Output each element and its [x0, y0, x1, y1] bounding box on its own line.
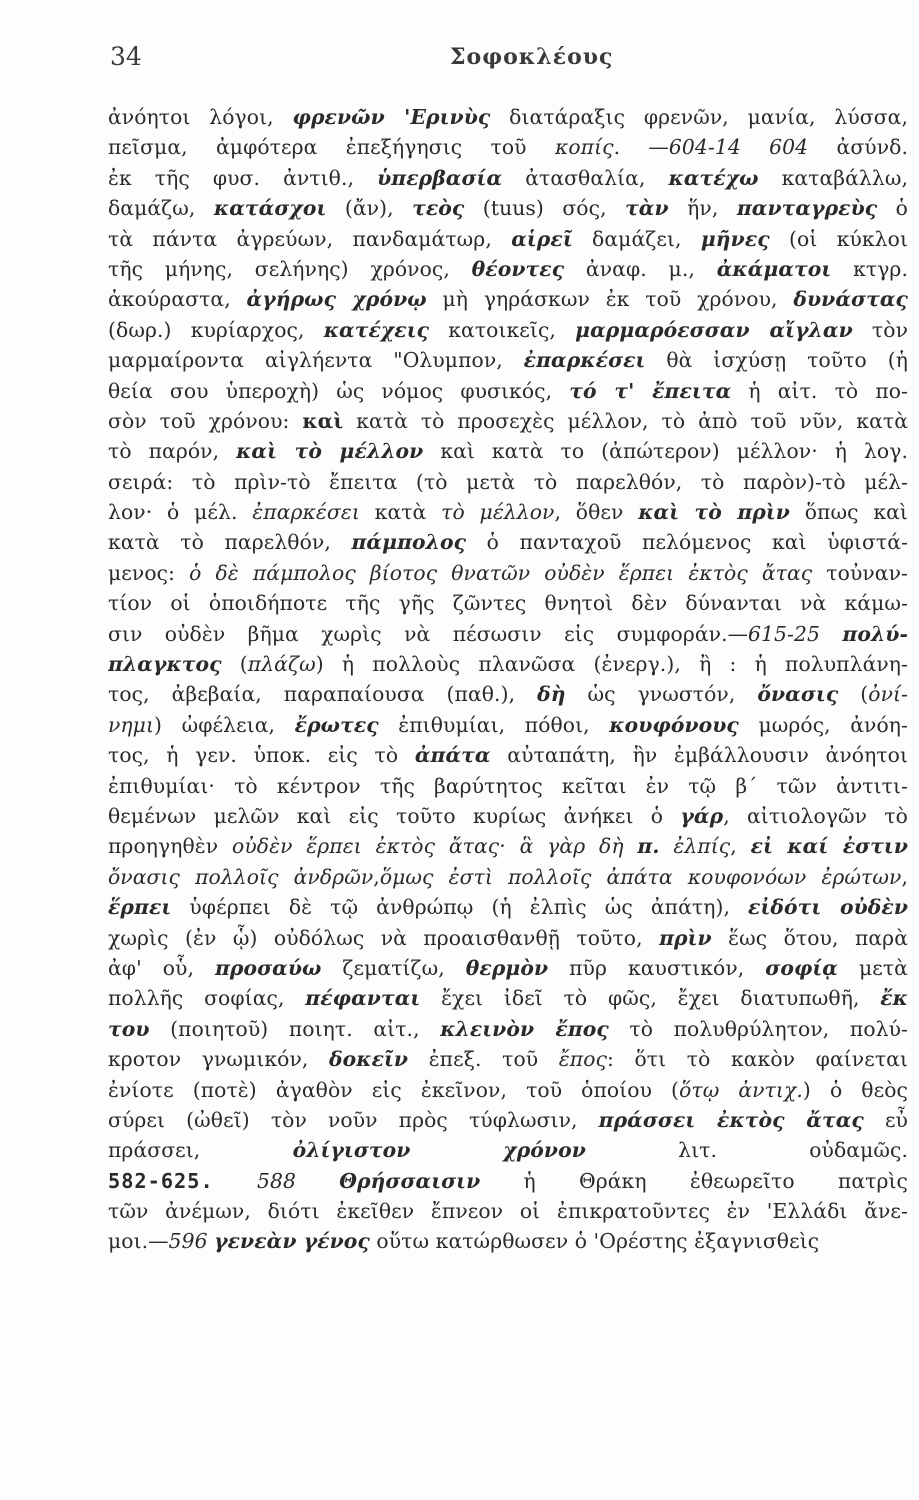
- text-run: κτγρ.: [831, 256, 908, 281]
- text-line: [108, 345, 908, 375]
- lemma: καὶ: [302, 408, 344, 433]
- lemma: ὑπερβασία: [377, 165, 503, 190]
- text-run: ὁ πανταχοῦ πελόμενος καὶ ὑφιστά-: [466, 530, 908, 555]
- text-run: ἐπιθυμίαι, πόθοι,: [378, 712, 610, 737]
- lemma: ἔκ: [880, 986, 908, 1011]
- lemma: ὄνασις πολλοῖς ἀνδρῶν: [108, 864, 374, 889]
- lemma: κατέχεις: [323, 317, 430, 342]
- lemma: μῆνες: [700, 226, 770, 251]
- text-run: κροτον γνωμικόν,: [108, 1047, 330, 1072]
- text-line: [108, 163, 908, 193]
- text-line: [108, 983, 908, 1013]
- text-run: ὑφέρπει δὲ τῷ ἀνθρώπῳ (ἡ ἐλπὶς ὡς ἀπάτη),: [171, 895, 749, 920]
- text-run: ) ὁ θεὸς: [802, 1077, 908, 1102]
- text-run: σύρει (ὠθεῖ) τὸν νοῦν πρὸς τύφλωσιν,: [108, 1107, 599, 1132]
- text-run: καταβάλλω,: [758, 165, 908, 190]
- text-line: [108, 436, 908, 466]
- lemma: ὀλίγιστον χρόνον: [292, 1138, 586, 1163]
- lemma: γενεὰν γένος: [214, 1229, 370, 1254]
- running-title: Σοφοκλέους: [450, 44, 614, 70]
- text-line: [108, 527, 908, 557]
- text-run: ,: [901, 864, 908, 889]
- lemma: 604-14 604: [668, 135, 809, 160]
- lemma: δυνάστας: [793, 287, 908, 312]
- lemma: ὅτῳ ἀντιχ.: [679, 1077, 803, 1102]
- text-run: ἀτασθαλία,: [502, 165, 669, 190]
- lemma: πράσσει ἐκτὸς ἄτας: [598, 1107, 864, 1132]
- lemma: καὶ τὸ μέλλον: [236, 439, 424, 464]
- text-run: ,: [730, 834, 751, 859]
- text-run: ἐπιθυμίαι· τὸ κέντρον τῆς βαρύτητος κεῖται ἐν τῷ β΄ τῶν ἀντιτι-: [108, 773, 908, 798]
- lemma: κοπίς: [554, 135, 614, 160]
- text-line: [108, 284, 908, 314]
- text-run: (ποιητοῦ) ποιητ. αἰτ.,: [149, 1016, 441, 1041]
- lemma: ἐπαρκέσει: [523, 348, 646, 373]
- text-run: (: [838, 682, 869, 707]
- lemma: ἀγήρως χρόνῳ: [246, 287, 427, 312]
- text-run: τος, ἡ γεν. ὑποκ. εἰς τὸ: [108, 743, 415, 768]
- text-run: σιν οὐδὲν βῆμα χωρὶς νὰ πέσωσιν εἰς συμφοράν.—: [108, 621, 749, 646]
- text-run: μοι.—: [108, 1229, 169, 1254]
- lemma: πανταγρεὺς: [736, 196, 878, 221]
- text-run: ἕως ὅτου, παρὰ: [711, 925, 908, 950]
- lemma: ἐλπίς: [673, 834, 731, 859]
- text-line: [108, 831, 908, 861]
- text-run: χωρὶς (ἐν ᾧ) οὐδόλως νὰ προαισθανθῇ τοῦτο,: [108, 925, 660, 950]
- text-run: προηγηθὲν: [108, 834, 233, 859]
- text-line: [108, 467, 908, 497]
- text-run: ἡ Θράκη ἐθεωρεῖτο πατρὶς: [480, 1168, 908, 1193]
- text-run: τίον οἱ ὁποιδήποτε τῆς γῆς ζῶντες θνητοὶ δὲν δύνανται νὰ κάμω-: [108, 591, 908, 616]
- lemma: ὄνασις: [757, 682, 839, 707]
- lemma: καὶ τὸ πρὶν: [638, 500, 790, 525]
- text-run: [660, 834, 674, 858]
- text-line: [108, 1166, 908, 1196]
- text-run: ,: [373, 864, 380, 889]
- text-run: , αἰτιολογῶν τὸ: [723, 803, 908, 828]
- text-run: ἀνόητοι λόγοι,: [108, 105, 293, 129]
- text-run: (: [221, 652, 248, 677]
- text-run: (tuus) σός,: [464, 196, 626, 221]
- page-number: 34: [110, 42, 142, 71]
- text-line: [108, 1226, 908, 1256]
- text-run: μαρμαίροντα αἰγλήεντα "Ολυμπον,: [108, 348, 524, 373]
- text-run: αὐταπάτη, ἣν ἐμβάλλουσιν ἀνόητοι: [490, 743, 908, 768]
- text-line: [108, 679, 908, 709]
- text-run: τος, ἀβεβαία, παραπαίουσα (παθ.),: [108, 682, 538, 707]
- text-run: τῆς μήνης, σελήνης) χρόνος,: [108, 256, 472, 281]
- text-line: [108, 1196, 908, 1226]
- text-run: . —: [613, 135, 669, 160]
- text-run: τὸ πολυθρύλητον, πολύ-: [608, 1016, 908, 1041]
- text-run: λιτ. οὐδαμῶς.: [585, 1138, 908, 1163]
- lemma: ὅμως ἐστὶ πολλοῖς ἀπάτα κουφονόων ἐρώτων: [379, 864, 902, 889]
- text-run: κατὰ τὸ προσεχὲς μέλλον, τὸ ἀπὸ τοῦ νῦν, κατὰ: [343, 408, 908, 433]
- lemma: ὁ δὲ πάμπολος βίοτος θνατῶν οὐδὲν ἕρπει ἐκτὸς ἄτας: [189, 560, 813, 585]
- text-line: [108, 771, 908, 801]
- text-run: (δωρ.) κυρίαρχος,: [108, 317, 324, 342]
- text-run: τῶν ἀνέμων, διότι ἐκεῖθεν ἔπνεον οἱ ἐπικρατοῦντες ἐν 'Ελλάδι ἄνε-: [108, 1199, 908, 1224]
- text-run: θεία σου ὑπεροχὴ) ὡς νόμος φυσικός,: [108, 378, 570, 403]
- lemma: μαρμαρόεσσαν αἴγλαν: [575, 317, 853, 342]
- text-line: [108, 649, 908, 679]
- lemma: εἰ καί ἐστιν: [750, 834, 908, 859]
- text-run: πεῖσμα, ἀμφότερα ἐπεξήγησις τοῦ: [108, 135, 555, 160]
- lemma: 588: [256, 1168, 296, 1193]
- text-line: [108, 619, 908, 649]
- text-run: κατὰ τὸ παρελθόν,: [108, 530, 352, 555]
- text-run: [624, 834, 638, 858]
- lemma: κατέχω: [668, 165, 759, 190]
- text-line: [108, 315, 908, 345]
- text-line: [108, 193, 908, 223]
- text-run: ἐνίοτε (ποτὲ) ἀγαθὸν εἰς ἐκεῖνον, τοῦ ὁποίου (: [108, 1077, 680, 1102]
- text-run: τὸ παρόν,: [108, 439, 237, 464]
- text-run: ἀκούραστα,: [108, 287, 247, 312]
- text-run: ὅπως καὶ: [789, 500, 908, 525]
- lemma: αἱρεῖ: [511, 226, 573, 251]
- text-run: σειρά: τὸ πρὶν-τὸ ἔπειτα (τὸ μετὰ τὸ παρελθόν, τὸ παρὸν)-τὸ μέλ-: [108, 469, 908, 494]
- text-run: ζεματίζω,: [321, 955, 466, 980]
- text-run: , ὅθεν: [554, 500, 639, 525]
- text-run: τὸν: [852, 317, 908, 342]
- lemma: πάμπολος: [351, 530, 467, 555]
- text-line: [108, 376, 908, 406]
- text-run: (οἱ κύκλοι: [769, 226, 908, 251]
- text-line: [108, 953, 908, 983]
- text-run: σὸν τοῦ χρόνου:: [108, 408, 303, 433]
- text-line: [108, 406, 908, 436]
- lemma: ἔπος: [558, 1047, 607, 1072]
- text-line: [108, 254, 908, 284]
- lemma: τὰν: [625, 196, 669, 221]
- page-header: [110, 42, 900, 82]
- lemma: πλαγκτος: [108, 652, 222, 677]
- text-line: [108, 497, 908, 527]
- text-run: τὰ πάντα ἀγρεύων, πανδαμάτωρ,: [108, 226, 512, 251]
- text-run: μετὰ: [838, 955, 908, 980]
- lemma: 596: [168, 1229, 208, 1254]
- lemma: ἐπαρκέσει: [252, 500, 360, 525]
- lemma: πέφανται: [305, 986, 421, 1011]
- text-run: ὁ: [877, 196, 908, 221]
- text-run: διατάραξις φρενῶν, μανία, λύσσα,: [490, 105, 908, 129]
- lemma: Θρήσσαισιν: [339, 1168, 481, 1193]
- text-line: [108, 710, 908, 740]
- lemma: ἀκάματοι: [716, 256, 832, 281]
- text-run: μὴ γηράσκων ἐκ τοῦ χρόνου,: [426, 287, 794, 312]
- text-line: [108, 862, 908, 892]
- lemma: γάρ: [680, 803, 724, 828]
- lemma: π.: [637, 834, 660, 859]
- text-line: [108, 892, 908, 922]
- text-line: [108, 558, 908, 588]
- text-line: [108, 923, 908, 953]
- text-run: πολλῆς σοφίας,: [108, 986, 306, 1011]
- lemma: κλεινὸν ἔπος: [440, 1016, 609, 1041]
- text-line: [108, 1105, 908, 1135]
- text-run: οὕτω κατώρθωσεν ὁ 'Ορέστης ἐξαγνισθεὶς: [369, 1229, 820, 1254]
- text-run: ἡ αἰτ. τὸ πο-: [731, 378, 908, 403]
- text-run: ) ὠφέλεια,: [154, 712, 295, 737]
- text-run: [296, 1169, 339, 1193]
- lemma: ἀπάτα: [414, 743, 491, 768]
- commentary-text: [108, 102, 908, 1257]
- lemma: προσαύω: [214, 955, 322, 980]
- text-line: [108, 102, 908, 132]
- lemma: νημι: [108, 712, 155, 737]
- text-run: [214, 1169, 257, 1193]
- lemma: κατάσχοι: [213, 196, 327, 221]
- text-run: (ἄν),: [326, 196, 413, 221]
- text-run: εὖ: [863, 1107, 908, 1132]
- lemma: ἕρπει: [108, 895, 172, 920]
- lemma: οὐδὲν ἕρπει ἐκτὸς ἄτας· ἃ γὰρ δὴ: [232, 834, 624, 859]
- lemma: τεὸς: [412, 196, 465, 221]
- lemma: θερμὸν: [465, 955, 549, 980]
- text-run: ἐκ τῆς φυσ. ἀντιθ.,: [108, 165, 378, 190]
- lemma: ἔρωτες: [294, 712, 379, 737]
- text-run: τοὐναν-: [812, 560, 908, 585]
- text-run: ἐπεξ. τοῦ: [408, 1047, 559, 1072]
- text-run: ἀφ' οὗ,: [108, 955, 215, 980]
- lemma: τό τ' ἔπειτα: [569, 378, 732, 403]
- text-run: [820, 622, 842, 646]
- lemma: κουφόνους: [609, 712, 739, 737]
- lemma: πολύ-: [842, 621, 908, 646]
- lemma: τὸ μέλλον: [441, 500, 555, 525]
- text-run: ὡς γνωστόν,: [565, 682, 758, 707]
- text-run: πράσσει,: [108, 1138, 293, 1163]
- text-line: [108, 801, 908, 831]
- text-line: [108, 1135, 908, 1165]
- text-line: [108, 132, 908, 162]
- lemma: ὀνί-: [868, 682, 908, 707]
- text-run: λον· ὁ μέλ.: [108, 500, 253, 525]
- lemma: 615-25: [748, 621, 821, 646]
- text-run: μωρός, ἀνόη-: [738, 712, 908, 737]
- text-run: κατοικεῖς,: [429, 317, 576, 342]
- lemma: πλάζω: [247, 652, 316, 677]
- text-run: θὰ ἰσχύσῃ τοῦτο (ἡ: [645, 348, 908, 373]
- text-line: [108, 224, 908, 254]
- text-run: πῦρ καυστικόν,: [548, 955, 766, 980]
- text-run: δαμάζω,: [108, 196, 214, 221]
- lemma: φρενῶν 'Ερινὺς: [292, 105, 491, 129]
- lemma: δὴ: [537, 682, 566, 707]
- text-line: [108, 1075, 908, 1105]
- text-run: καὶ κατὰ το (ἀπώτερον) μέλλον· ἡ λογ.: [423, 439, 908, 464]
- text-line: [108, 588, 908, 618]
- text-run: ἔχει ἰδεῖ τὸ φῶς, ἔχει διατυπωθῆ,: [420, 986, 881, 1011]
- text-run: μενος:: [108, 560, 190, 585]
- lemma: θέοντες: [471, 256, 565, 281]
- lemma: εἰδότι οὐδὲν: [748, 895, 908, 920]
- text-run: ) ἡ πολλοὺς πλανῶσα (ἐνεργ.), ἢ : ἡ πολυπλάνη-: [315, 652, 908, 677]
- text-run: θεμένων μελῶν καὶ εἰς τοῦτο κυρίως ἀνήκει ὁ: [108, 803, 681, 828]
- text-run: ἀναφ. μ.,: [564, 256, 717, 281]
- text-run: δαμάζει,: [572, 226, 701, 251]
- text-line: [108, 740, 908, 770]
- lemma: πρὶν: [659, 925, 712, 950]
- text-run: : ὅτι τὸ κακὸν φαίνεται: [606, 1047, 908, 1072]
- text-run: κατὰ: [359, 500, 442, 525]
- text-run: ἥν,: [668, 196, 737, 221]
- verse-range: 582-625.: [108, 1168, 214, 1193]
- lemma: σοφίᾳ: [765, 955, 839, 980]
- text-run: ἀσύνδ.: [808, 135, 908, 160]
- text-line: [108, 1044, 908, 1074]
- text-line: [108, 1014, 908, 1044]
- lemma: δοκεῖν: [329, 1047, 409, 1072]
- lemma: του: [108, 1016, 150, 1041]
